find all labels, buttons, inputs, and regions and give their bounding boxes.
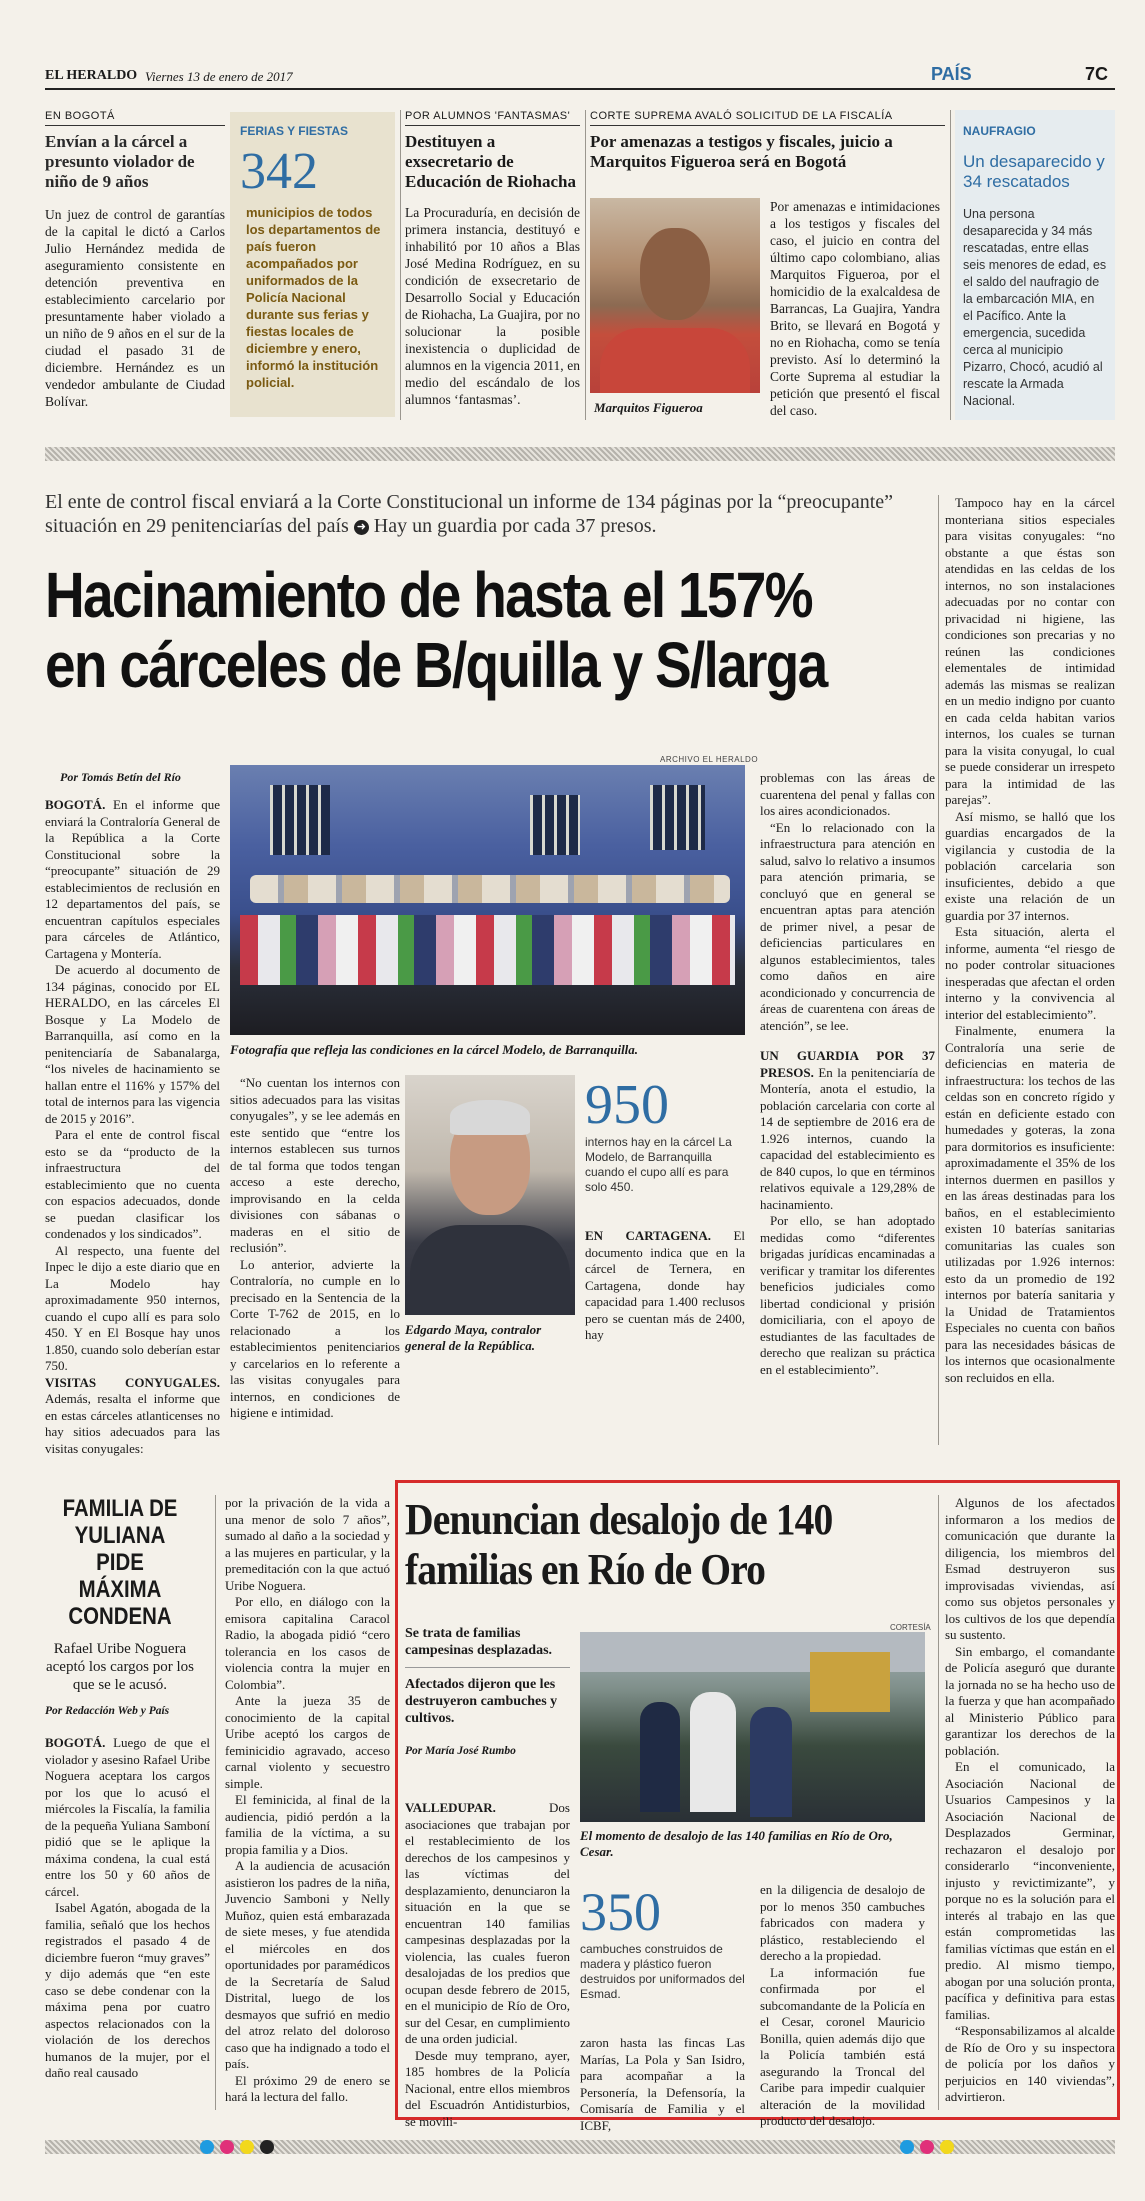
arrow-icon: ➜: [354, 520, 369, 535]
paragraph: “En lo relacionado con la infraestructura para atención en salud, salvo lo relativo a insumos para atención primaria, se concluyó que en general se encuentran aptas para atención de primer nivel, a pesar de deficiencias particulares en algunos establecimientos, tales como daños en aire acondicionado y concurrencia de áreas de cuarentena con áreas de atención”, se lee.: [760, 819, 935, 1033]
face-shape: [640, 228, 710, 320]
desalojo-col-3: [760, 1882, 925, 2130]
paragraph: El próximo 29 de enero se hará la lectura del fallo.: [225, 2072, 390, 2104]
brief-naufragio: [955, 110, 1115, 420]
yellow-dot: [240, 2140, 254, 2154]
desalojo-photo: [580, 1632, 925, 1822]
photo-caption: El momento de desalojo de las 140 familias en Río de Oro, Cesar.: [580, 1828, 893, 1859]
stat-text: cambuches construidos de madera y plástico fueron destruidos por uniformados del Esmad.: [580, 1942, 745, 2001]
desalojo-byline: Por María José Rumbo: [405, 1745, 516, 1757]
desalojo-col-4: [945, 1495, 1115, 2106]
photo-caption: Marquitos Figueroa: [594, 400, 703, 415]
dateline: BOGOTÁ.: [45, 1735, 106, 1750]
brief-bogota: [45, 110, 225, 410]
brief-ferias: [230, 112, 395, 417]
magenta-dot: [220, 2140, 234, 2154]
paragraph: Isabel Agatón, abogada de la familia, señaló que los hechos registrados el pasado 4 de diciembre fueron “muy graves” y dijo además que “en este caso se debe condenar con la máxima pena por cuatro aspectos relacionados con la violación de los derechos humanos de la mujer, por el daño real causado: [45, 1900, 210, 2080]
yuliana-deck: Rafael Uribe Noguera aceptó los cargos por los que se le acusó.: [45, 1641, 195, 1693]
dateline: VALLEDUPAR.: [405, 1800, 496, 1815]
brief-title: Por amenazas a testigos y fiscales, juicio a Marquitos Figueroa será en Bogotá: [590, 132, 893, 171]
stat-number: 342: [240, 143, 318, 200]
photo-credit: ARCHIVO EL HERALDO: [660, 755, 759, 764]
officer-figure: [690, 1692, 736, 1812]
paragraph: “No cuentan los internos con sitios adecuados para las visitas conyugales”, y se lee además en este sentido que “entre los internos establecen sus turnos de tal forma que todos tengan acceso a este derecho, improvisando en la celda divisiones con sábanas o maderas en el sitio de reclusión”.: [230, 1075, 400, 1255]
mattress-row: [250, 875, 730, 903]
paragraph: Ante la jueza 35 de conocimiento de la capital Uribe aceptó los cargos de feminicidio agravado, acceso carnal violento y secuestro simple.: [225, 1693, 390, 1791]
figueroa-photo: [590, 198, 760, 393]
maya-photo: [405, 1075, 575, 1315]
bullet-1: Se trata de familias campesinas desplazadas.: [405, 1625, 570, 1668]
window-bars: [530, 795, 580, 855]
desalojo-col-2: [580, 2035, 745, 2134]
yuliana-title: FAMILIA DE YULIANA PIDE MÁXIMA CONDENA: [62, 1495, 178, 1630]
paragraph: Sin embargo, el comandante de Policía aseguró que durante la jornada no se ha hecho uso de la fuerza y que han acompañado al Ministerio Público para garantizar los derechos de la población.: [945, 1643, 1115, 1758]
paragraph: “Responsabilizamos al alcalde de Río de Oro y su inspectora de policía por los daños y perjuicios en 140 viviendas”, advirtieron.: [945, 2023, 1115, 2104]
stat-350: [580, 1882, 745, 2002]
stat-number: 950: [585, 1074, 669, 1136]
subhead: VISITAS CONYUGALES.: [45, 1374, 220, 1390]
paragraph: De acuerdo al documento de 134 páginas, conocido por EL HERALDO, en las cárceles El Bosque y La Modelo de Barranquilla, así como en la penitenciaría de Sabanalarga, “los niveles de hacinamiento se hallan entre el 116% y 157% del total de internos para las vigencia de 2015 y 2016”.: [45, 962, 220, 1126]
yellow-dot: [940, 2140, 954, 2154]
paragraph: problemas con las áreas de cuarentena del penal y fallas con los aires acondicionados.: [760, 770, 935, 818]
paragraph: Al respecto, una fuente del Inpec le dijo a este diario que en La Modelo hay aproximadamente 950 internos, cuando el cupo allí es para solo 450. Y en El Bosque hay unos 1.850, cuando solo deberían estar 750.: [45, 1242, 220, 1373]
brief-fantasmas: [405, 110, 580, 408]
desalojo-col-1: [405, 1800, 570, 2130]
headline-line-1: Hacinamiento de hasta el 157%: [45, 559, 812, 631]
masthead: [45, 64, 1115, 90]
paragraph: En la penitenciaría de Montería, anota el estudio, la población carcelaria con corte al 14 de septiembre de 2016 era de 1.926 internos, cuando la capacidad del establecimiento es de 840 cupos, lo que en términos relativos equivale a 129,28% de hacinamiento.: [760, 1064, 935, 1212]
deck-text: El ente de control fiscal enviará a la Corte Constitucional un informe de 134 páginas por la “preocupante” situación en 29 penitenciarías del país: [45, 491, 894, 537]
paragraph: zaron hasta las fincas Las Marías, La Pola y San Isidro, para acompañar a la Personería, la Defensoría, la Comisaría de Familia y el ICBF,: [580, 2035, 745, 2133]
magenta-dot: [920, 2140, 934, 2154]
deck-text-2: Hay un guardia por cada 37 presos.: [373, 515, 657, 537]
main-col-1: [45, 797, 220, 1457]
brief-tag: CORTE SUPREMA AVALÓ SOLICITUD DE LA FISCALÍA: [590, 110, 945, 126]
hanging-clothes: [240, 915, 735, 985]
paragraph: Para el ente de control fiscal esto se da “producto de la infraestructura del establecimiento que no cuenta con espacios adecuados, donde se puedan clasificar los condenados y los sindicados”.: [45, 1127, 220, 1241]
paragraph: El feminicida, al final de la audiencia, pidió perdón a la familia de la víctima, a su propia familia y a Dios.: [225, 1792, 390, 1857]
brief-tag: EN BOGOTÁ: [45, 110, 225, 126]
brief-title: Destituyen a exsecretario de Educación de Riohacha: [405, 132, 576, 191]
paragraph: Además, resalta el informe que en estas cárceles atlanticenses no hay sitios adecuados para las visitas conyugales:: [45, 1391, 220, 1456]
shirt-shape: [600, 328, 750, 393]
dateline: BOGOTÁ.: [45, 797, 106, 812]
paragraph: Lo anterior, advierte la Contraloría, no cumple en lo precisado en la Sentencia de la Corte T-762 de 2015, en lo relacionado a los establecimientos penitenciarios y carcelarios en lo referente a las visitas conyugales para internos, en condiciones de higiene e intimidad.: [230, 1256, 400, 1420]
color-registration-marks: [900, 2138, 990, 2156]
paper-name: EL HERALDO: [45, 68, 138, 83]
brief-corte: [590, 110, 945, 430]
paragraph: Por ello, se han adoptado medidas como “diferentes brigadas jurídicas encaminadas a verificar y tramitar los diferentes beneficios judiciales como libertad condicional y prisión domiciliaria, con el apoyo de estudiantes de las facultades de derecho que realizan su práctica en el establecimiento”.: [760, 1213, 935, 1377]
brief-title: Envían a la cárcel a presunto violador de niño de 9 años: [45, 132, 195, 191]
paragraph: La información fue confirmada por el subcomandante de la Policía en el Cesar, coronel Mauricio Bonilla, quien además dijo que la Policía también está asegurando la Troncal del Caribe para impedir cualquier alteración de la movilidad producto del desalojo.: [760, 1964, 925, 2128]
headline-line-2: en cárceles de B/quilla y S/larga: [45, 629, 827, 701]
paragraph: Dos asociaciones que trabajan por el restablecimiento de los derechos de los campesinos y las víctimas del desplazamiento, denunciaron la situación en la que se encuentran 140 familias campesinas desplazadas por la violencia, las cuales fueron desalojadas de los predios que ocupan desde febrero de 2015, en el municipio de Río de Oro, sur del Cesar, en cumplimiento de una orden judicial.: [405, 1800, 570, 2046]
main-col-3b: [585, 1228, 745, 1344]
window-bars: [270, 785, 330, 855]
main-deck: [45, 490, 935, 538]
suit-shape: [410, 1225, 570, 1315]
prison-photo: [230, 765, 745, 1035]
cyan-dot: [900, 2140, 914, 2154]
paragraph: En el informe que enviará la Contraloría General de la República a la Corte Constitucional sobre la “preocupante” situación de 29 establecimientos de reclusión en 12 departamentos del país, se encuentran capítulos especiales para cárceles de Atlántico, Cartagena y Montería.: [45, 797, 220, 961]
officer-figure: [750, 1707, 792, 1817]
brief-body: Un juez de control de garantías de la capital le dictó a Carlos Julio Hernández medida de aseguramiento consistente en detención preventiva en establecimiento carcelario por presuntamente haber violado a un niño de 9 años en el sur de la ciudad el pasado 31 de diciembre. Hernández es un vendedor ambulante de Ciudad Bolívar.: [45, 207, 225, 409]
stat-text: municipios de todos los departamentos de país fueron acompañados por uniformados de la Policía Nacional durante sus ferias y fiestas locales de diciembre y enero, informó la institución policial.: [246, 205, 381, 390]
banner: [810, 1652, 890, 1712]
paragraph: por la privación de la vida a una menor de solo 7 años”, sumado al daño a la sociedad y a las mujeres en particular, y la premeditación con la que actuó Uribe Noguera.: [225, 1495, 390, 1593]
subhead: EN CARTAGENA.: [585, 1228, 712, 1243]
main-col-5: [945, 495, 1115, 1386]
brief-body: Por amenazas e intimidaciones a los testigos y fiscales del caso, el juicio en contra del último capo colombiano, alias Marquitos Figueroa, por el homicidio de la exalcaldesa de Barrancas, La Guajira, Yandra Brito, se llevará en Bogotá y no en Riohacha, como se tenía previsto. Así lo determinó la Corte Suprema al estudiar la petición que presentó el fiscal del caso.: [770, 199, 940, 418]
paragraph: Por ello, en diálogo con la emisora capitalina Caracol Radio, la abogada pidió “cero tolerancia en los casos de violencia contra la mujer en Colombia”.: [225, 1594, 390, 1692]
photo-caption: Edgardo Maya, contralor general de la República.: [405, 1322, 542, 1353]
paragraph: Desde muy temprano, ayer, 185 hombres de la Policía Nacional, entre ellos miembros del Escuadrón Antidisturbios, se movili-: [405, 2047, 570, 2129]
stat-950: [585, 1075, 745, 1195]
yuliana-col-1: [45, 1735, 210, 2082]
desalojo-bullets: [405, 1625, 570, 1757]
paragraph: en la diligencia de desalojo de por lo menos 350 cambuches fabricados con madera y plástico, restableciendo el derecho a la propiedad.: [760, 1882, 925, 1963]
main-byline: Por Tomás Betín del Río: [60, 770, 181, 784]
paragraph: Tampoco hay en la cárcel monteriana sitios especiales para visitas conyugales: “no obstante a que éstas son atendidas en las celdas de los internos, no son instalaciones adecuadas por no contar con privacidad ni higiene, las condiciones son precarias y no reúnen las condiciones elementales de intimidad además las mismas se realizan en un medio indigno por cuanto en cada celda habitan varios internos, los cuales se turnan para la visita conyugal, lo cual se puede considerar un irrespeto para la intimidad de las parejas”.: [945, 495, 1115, 807]
paragraph: Esta situación, alerta el informe, aumenta “el riesgo de no poder controlar situaciones inesperadas que afectan el orden interno y la convivencia al interior del establecimiento”.: [945, 924, 1115, 1022]
paragraph: Luego de que el violador y asesino Rafael Uribe Noguera aceptara los cargos por los que lo acusó el miércoles la Fiscalía, la familia de la pequeña Yuliana Samboní pidió que se le aplique la máxima condena, la cual está entre los 50 y 60 años de cárcel.: [45, 1735, 210, 1899]
brief-body: Una persona desaparecida y 34 más rescatadas, entre ellas seis menores de edad, es el saldo del naufragio de la embarcación MIA, en el Pacífico. Ante la emergencia, sucedida cerca al municipio Pizarro, Chocó, acudió al rescate la Armada Nacional.: [963, 207, 1107, 408]
paragraph: Así mismo, se halló que los guardias encargados de la vigilancia y custodia de la población carcelaria son insuficientes, debido a que existe una relación de un guardia por 37 internos.: [945, 808, 1115, 923]
main-col-3: [760, 770, 935, 1378]
section-name: PAÍS: [931, 64, 972, 84]
brief-body: La Procuraduría, en decisión de primera instancia, destituyó e inhabilitó por 10 años a Blas José Medina Rodríguez, en su condición de exsecretario de Desarrollo Social y Educación de Riohacha, La Guajira, por no solucionar la posible inexistencia o duplicidad de alumnos en la vigencia 2011, en medio del escándalo de los alumnos ‘fantasmas’.: [405, 205, 580, 407]
issue-date: Viernes 13 de enero de 2017: [145, 69, 293, 84]
main-col-2: [230, 1075, 400, 1422]
separator-band: [45, 447, 1115, 461]
stat-number: 350: [580, 1882, 661, 1942]
color-registration-marks: [200, 2138, 290, 2156]
desalojo-headline: Denuncian desalojo de 140 familias en Río de Oro: [405, 1495, 833, 1594]
brief-tag: POR ALUMNOS 'FANTASMAS': [405, 110, 580, 126]
brief-title: Un desaparecido y 34 rescatados: [963, 152, 1105, 191]
hair-shape: [450, 1100, 530, 1135]
main-headline: [45, 559, 827, 701]
cyan-dot: [200, 2140, 214, 2154]
paragraph: Finalmente, enumera la Contraloría una serie de deficiencias en materia de infraestructura: los techos de las celdas son en concreto rígido y están en deficiente estado con humedades y goteras, la zona para dormitorios es insuficiente: aproximadamente el 35% de los internos duermen en pasillos y en las áreas destinadas para los baños, en el establecimiento existen 10 baterías sanitarias comunitarias las cuales son utilizadas por 1.926 internos: esto da un promedio de 192 internos por batería sanitaria y la Unidad de Tratamientos Especiales no cuenta con baños para las necesidades básicas de los internos que ocasionalmente son recluidos en ella.: [945, 1023, 1115, 1385]
paragraph: En el comunicado, la Asociación Nacional de Usuarios Campesinos y la Asociación Nacional de Desplazados Germinar, rechazaron el desalojo por considerarlo “inconveniente, injusto y revictimizante”, y porque no es la solución para el interés al trabajo en las que están comprometidas las familias víctimas que están en el predio. Al mismo tiempo, abogan por una solución pronta, pacífica y definitiva para estas familias.: [945, 1759, 1115, 2022]
photo-credit: CORTESÍA: [890, 1623, 931, 1632]
yuliana-col-2: [225, 1495, 390, 2106]
photo-caption: Fotografía que refleja las condiciones en la cárcel Modelo, de Barranquilla.: [230, 1042, 639, 1057]
black-dot: [260, 2140, 274, 2154]
brief-tag: FERIAS Y FIESTAS: [240, 124, 349, 138]
paragraph: Algunos de los afectados informaron a los medios de comunicación que durante la diligencia, los miembros del Esmad destruyeron sus improvisadas viviendas, así como sus objetos personales y los cultivos de los que dependía su sustento.: [945, 1495, 1115, 1642]
yuliana-byline: Por Redacción Web y País: [45, 1705, 170, 1717]
officer-figure: [640, 1702, 680, 1812]
bullet-2: Afectados dijeron que les destruyeron cambuches y cultivos.: [405, 1677, 558, 1726]
paragraph: A la audiencia de acusación asistieron los padres de la niña, Juvencio Samboni y Nelly Muñoz, quien está embarazada de siete meses, y fue atendida el miércoles en dos oportunidades por paramédicos de la Secretaría de Salud Distrital, luego de los desmayos que sufrió en medio del atroz relato del doloroso caso que ha indignado a todo el país.: [225, 1858, 390, 2071]
paragraph: El documento indica que en la cárcel de Ternera, en Cartagena, donde hay capacidad para 1.400 reclusos pero se cuentan más de 2400, hay: [585, 1228, 745, 1342]
window-bars: [650, 785, 705, 850]
brief-tag: NAUFRAGIO: [963, 124, 1036, 138]
page-number: 7C: [1085, 64, 1109, 84]
stat-text: internos hay en la cárcel La Modelo, de Barranquilla cuando el cupo allí es para solo 450.: [585, 1135, 732, 1194]
subhead: UN GUARDIA POR 37 PRESOS.: [760, 1048, 935, 1080]
